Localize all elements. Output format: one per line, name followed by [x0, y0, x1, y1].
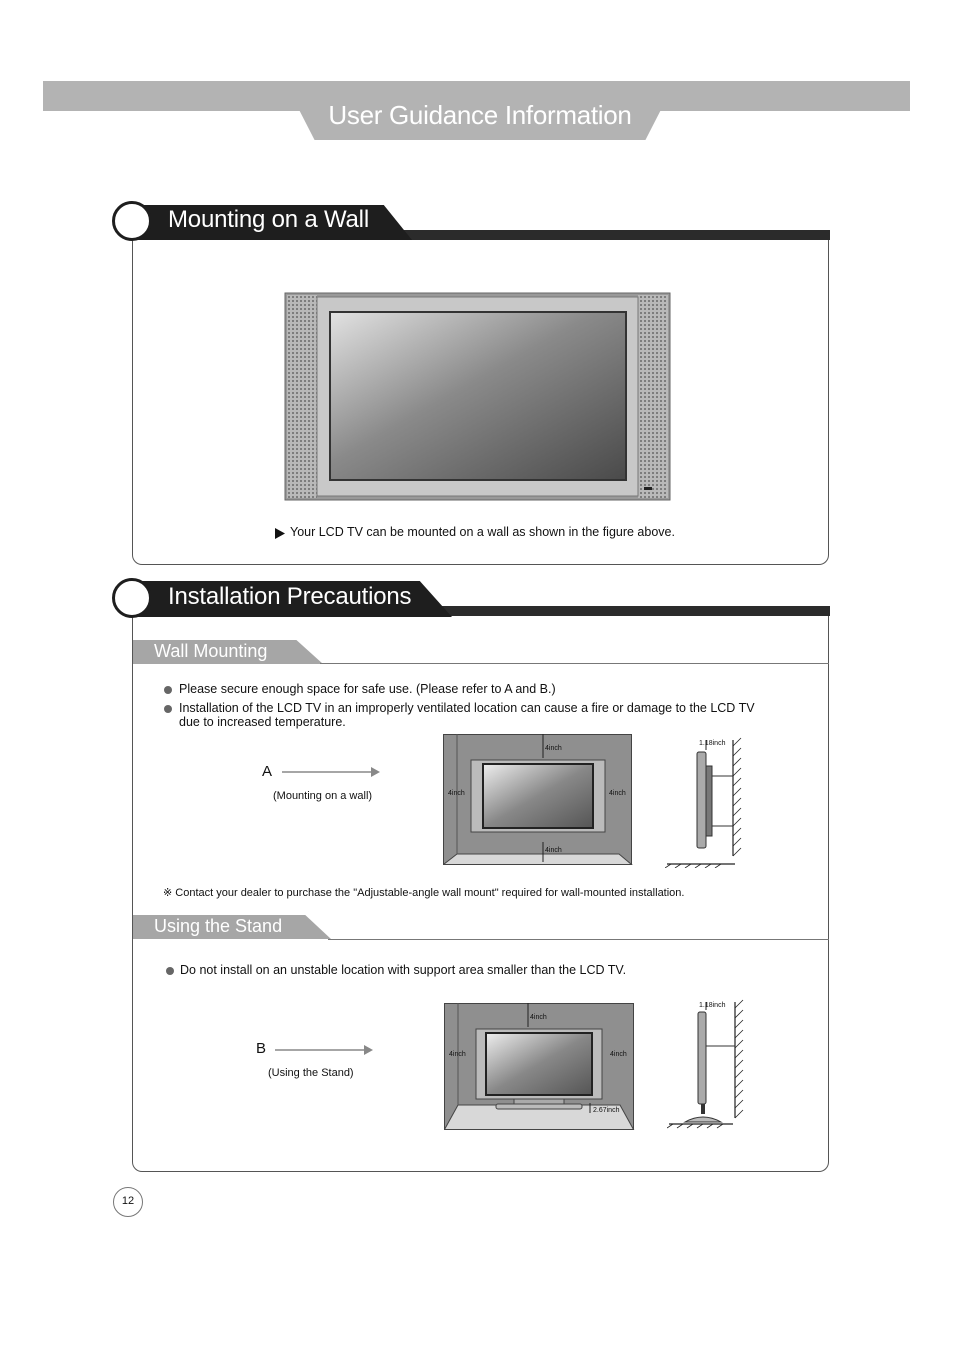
tv-front-illustration	[284, 292, 672, 502]
wall-mounting-divider	[320, 663, 829, 664]
wall-bullet-2-cont: due to increased temperature.	[179, 715, 346, 729]
mounting-section-bar	[400, 230, 830, 240]
mounting-section-title: Mounting on a Wall	[168, 206, 369, 233]
label-a: A	[262, 763, 273, 780]
page-number: 12	[113, 1187, 143, 1217]
wall-side-profile-diagram	[665, 736, 745, 868]
precautions-section-bar	[440, 606, 830, 616]
stand-divider	[328, 939, 829, 940]
arrow-right-icon	[275, 1044, 375, 1056]
label-b-caption: (Using the Stand)	[268, 1067, 354, 1079]
mounting-caption: Your LCD TV can be mounted on a wall as shown in the figure above.	[290, 525, 675, 539]
stand-dim-top-label: 4inch	[530, 1014, 547, 1021]
stand-dim-side-label: 1.18inch	[699, 1002, 726, 1009]
dim-left-label: 4inch	[448, 790, 465, 797]
bullet-icon	[166, 967, 174, 975]
precautions-section-circle-icon	[112, 578, 152, 618]
bullet-icon	[164, 705, 172, 713]
dim-side-label: 1.18inch	[699, 740, 726, 747]
stand-dim-right-label: 4inch	[610, 1051, 627, 1058]
dim-bottom-label: 4inch	[545, 847, 562, 854]
stand-title: Using the Stand	[154, 916, 283, 936]
stand-clearance-diagram	[444, 1003, 636, 1133]
wall-mount-note: ※ Contact your dealer to purchase the "Adjustable-angle wall mount" required for wall-mounted installation.	[163, 887, 685, 899]
stand-dim-left-label: 4inch	[449, 1051, 466, 1058]
wall-mounting-title: Wall Mounting	[154, 641, 268, 661]
wall-clearance-diagram	[443, 734, 633, 866]
page-title: User Guidance Information	[328, 100, 632, 130]
label-b: B	[256, 1040, 267, 1057]
stand-bullet: Do not install on an unstable location with support area smaller than the LCD TV.	[180, 963, 627, 977]
wall-bullet-1: Please secure enough space for safe use. (Please refer to A and B.)	[179, 682, 556, 696]
dim-right-label: 4inch	[609, 790, 626, 797]
dim-top-label: 4inch	[545, 745, 562, 752]
stand-side-profile-diagram	[667, 998, 747, 1130]
bullet-icon	[164, 686, 172, 694]
stand-dim-bottom-label: 2.67inch	[593, 1107, 620, 1114]
arrow-right-icon	[282, 766, 382, 778]
mounting-section-circle-icon	[112, 201, 152, 241]
label-a-caption: (Mounting on a wall)	[273, 790, 373, 802]
play-arrow-icon	[274, 527, 286, 540]
wall-bullet-2: Installation of the LCD TV in an improperly ventilated location can cause a fire or damage to the LCD TV	[179, 701, 755, 715]
precautions-section-title: Installation Precautions	[168, 583, 412, 610]
